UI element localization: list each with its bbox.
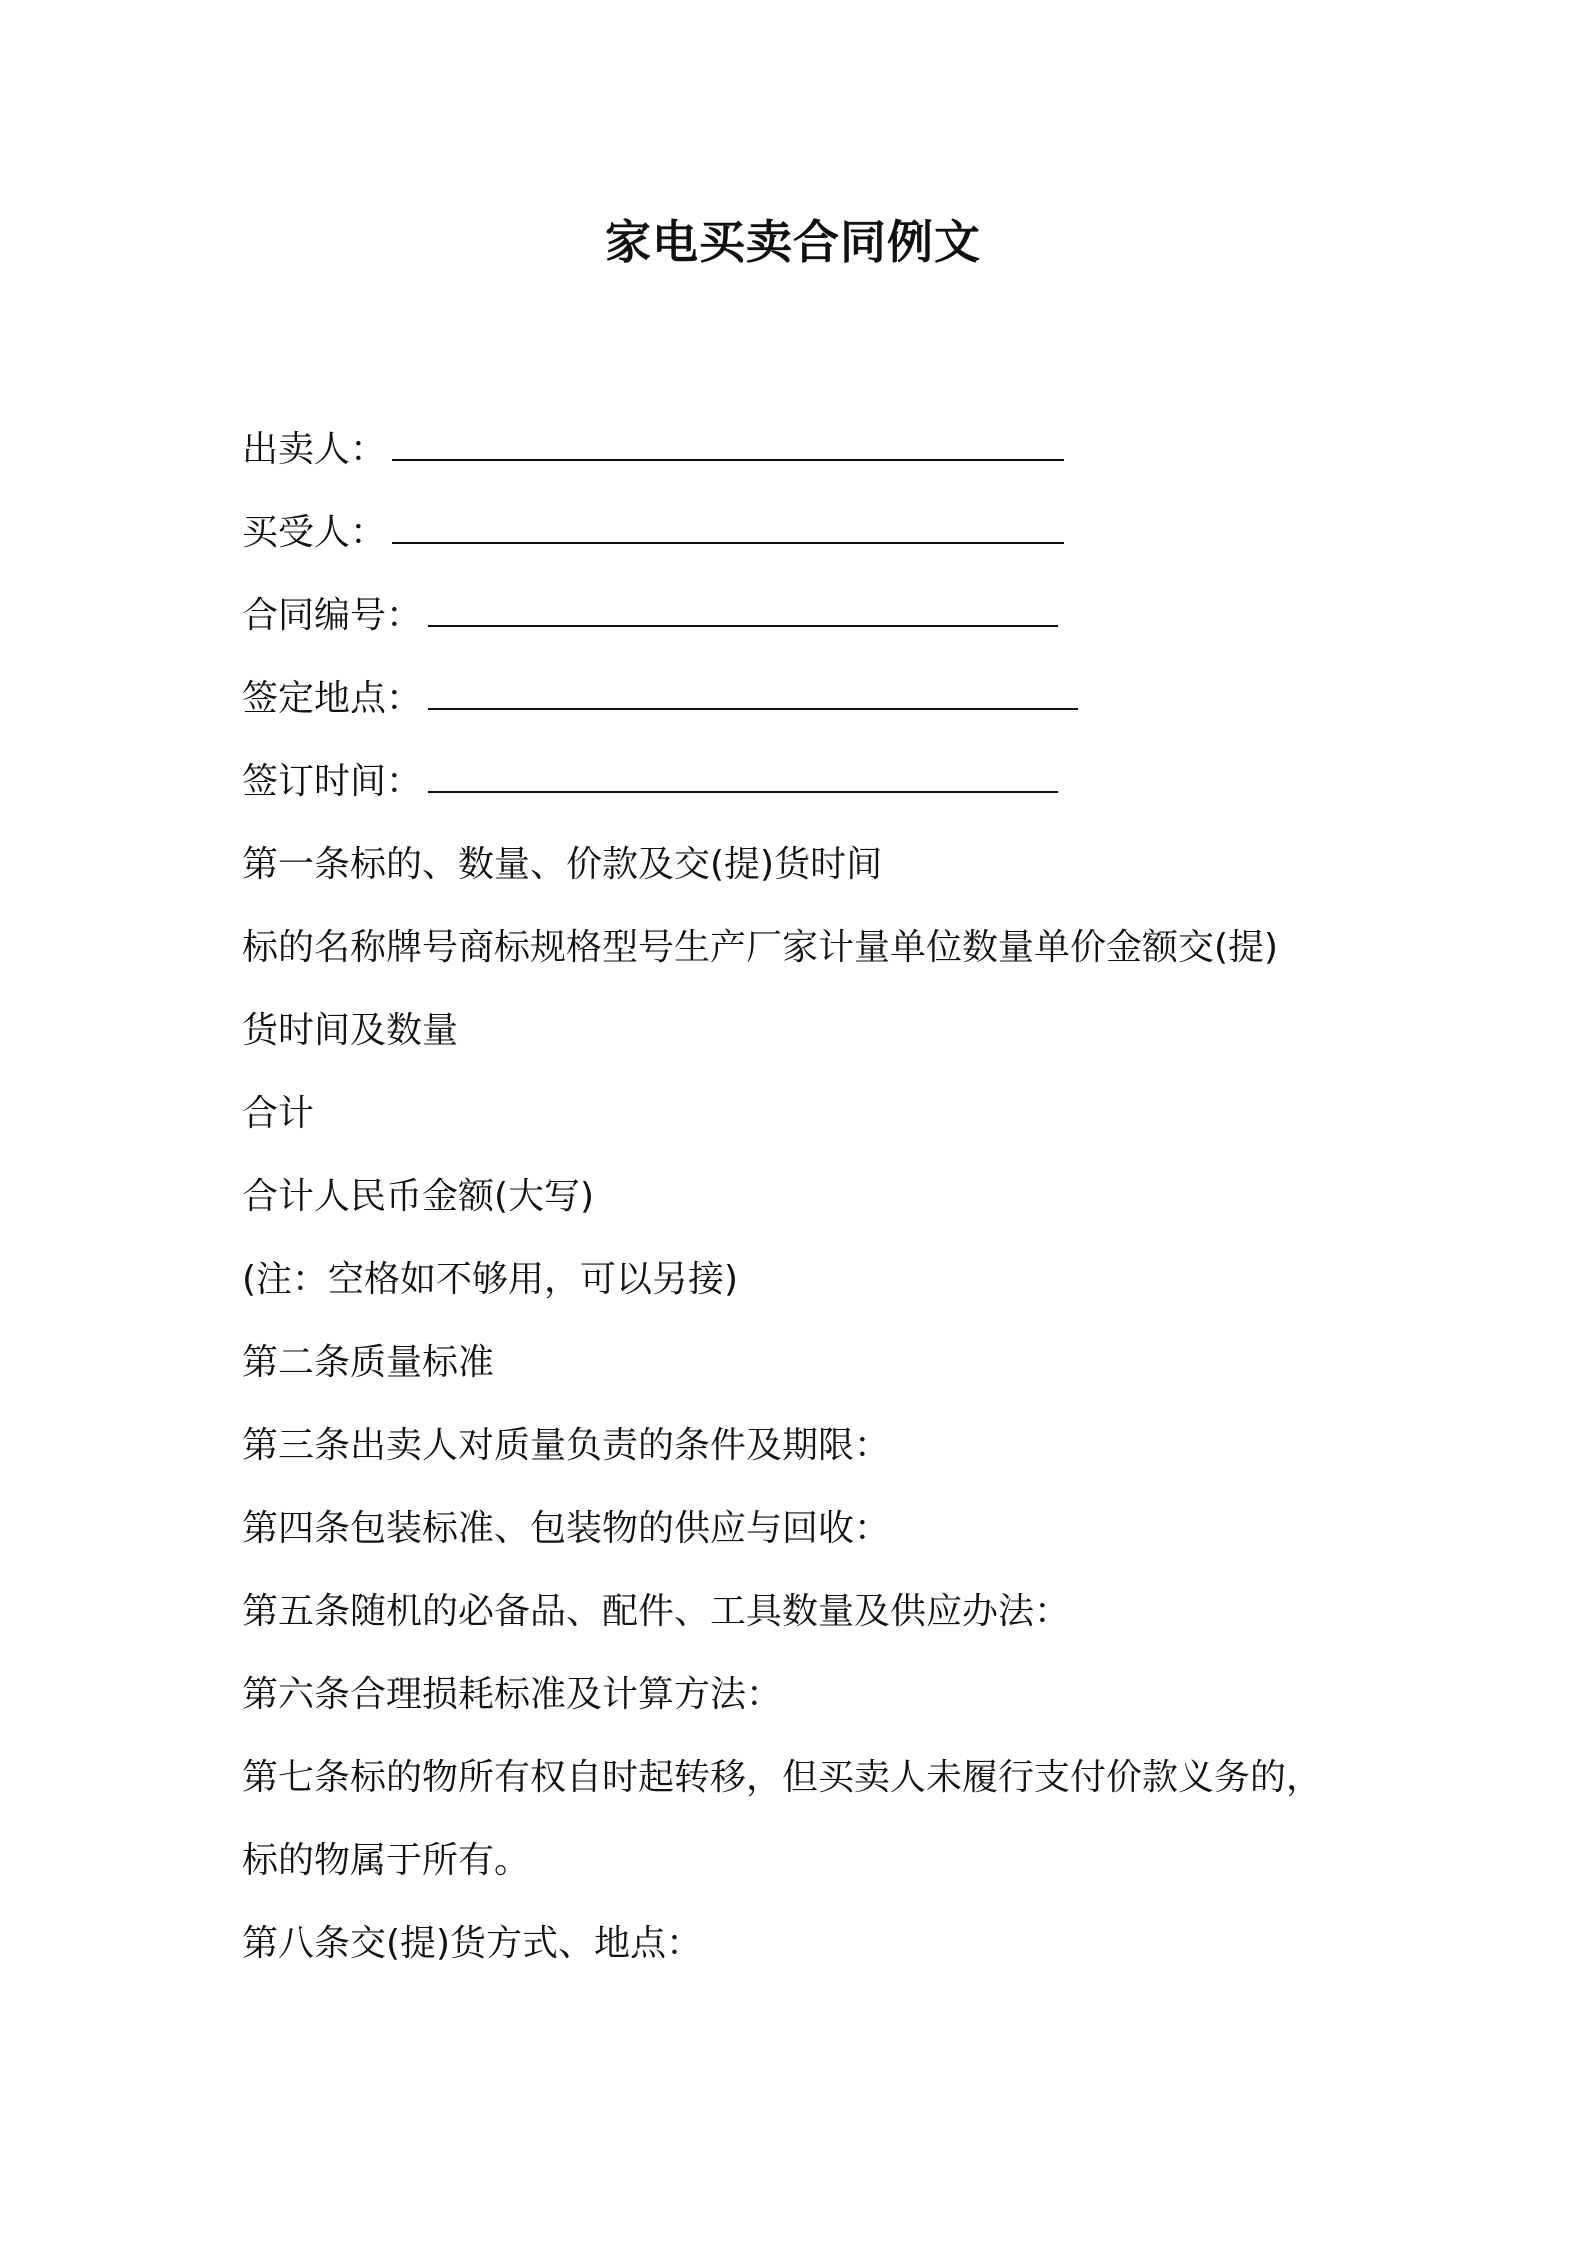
paragraph-line: 合计人民币金额(大写) <box>242 1176 595 1217</box>
field-signing-place-blank <box>428 678 1078 710</box>
paragraph-line: 标的物属于所有。 <box>242 1840 531 1881</box>
field-signing-time-blank <box>428 761 1058 793</box>
paragraph-line: 第四条包装标准、包装物的供应与回收： <box>242 1508 891 1549</box>
field-buyer <box>242 491 1392 574</box>
document-title: 家电买卖合同例文 <box>605 215 981 269</box>
field-buyer-blank <box>392 512 1064 544</box>
paragraph-line: (注：空格如不够用，可以另接) <box>242 1259 739 1300</box>
paragraph-line: 货时间及数量 <box>242 1010 459 1051</box>
paragraph-line: 第三条出卖人对质量负责的条件及期限： <box>242 1425 891 1466</box>
paragraph-line: 标的名称牌号商标规格型号生产厂家计量单位数量单价金额交(提) <box>242 927 1279 968</box>
field-contract-number-blank <box>428 595 1058 627</box>
field-signing-time-label: 签订时间： <box>242 761 423 802</box>
document-body <box>242 408 1392 1985</box>
paragraph-line: 第七条标的物所有权自时起转移，但买卖人未履行支付价款义务的， <box>242 1757 1323 1798</box>
field-signing-place-label: 签定地点： <box>242 678 423 719</box>
field-seller-blank <box>392 429 1064 461</box>
paragraph-line: 第二条质量标准 <box>242 1342 495 1383</box>
field-contract-number-label: 合同编号： <box>242 595 423 636</box>
field-seller <box>242 408 1392 491</box>
paragraph-line: 第五条随机的必备品、配件、工具数量及供应办法： <box>242 1591 1071 1632</box>
field-signing-time <box>242 740 1392 823</box>
paragraph-line: 第八条交(提)货方式、地点： <box>242 1923 703 1964</box>
paragraph-line: 第一条标的、数量、价款及交(提)货时间 <box>242 844 883 885</box>
field-contract-number <box>242 574 1392 657</box>
paragraph-line: 第六条合理损耗标准及计算方法： <box>242 1674 783 1715</box>
field-signing-place <box>242 657 1392 740</box>
field-seller-label: 出卖人： <box>242 429 387 470</box>
paragraph-line: 合计 <box>242 1093 315 1134</box>
field-buyer-label: 买受人： <box>242 512 387 553</box>
